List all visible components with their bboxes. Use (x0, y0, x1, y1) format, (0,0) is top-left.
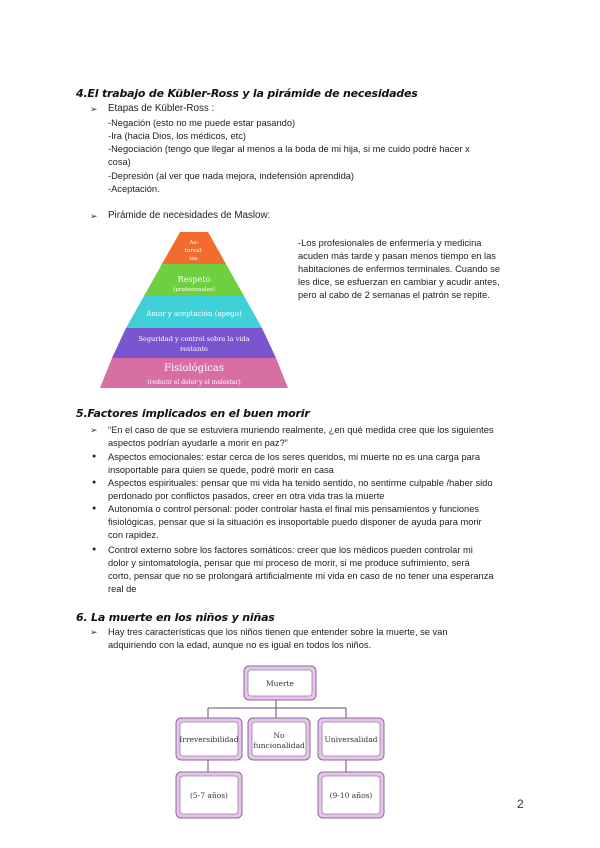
kubler-stage: -Ira (hacia Dios, los médicos, etc) (108, 131, 246, 141)
kubler-stage: -Negociación (tengo que llegar al menos a la boda de mi hija, si me cuido podré hacer x (108, 144, 470, 154)
bullet-dot-icon: ● (92, 453, 97, 460)
bullet-dot-icon: ● (92, 546, 97, 553)
kubler-stage: -Aceptación. (108, 184, 160, 194)
section-6-title: 6. La muerte en los niños y niñas (76, 611, 275, 624)
arrow-bullet-icon: ➢ (90, 211, 98, 221)
factor-item: Control externo sobre los factores somáticos: creer que los médicos pueden controlar mi (108, 545, 473, 555)
pyramid-level-seguridad (112, 328, 276, 358)
bullet-dot-icon: ● (92, 505, 97, 512)
section-5-intro: aspectos podrían ayudarle a morir en paz?” (108, 438, 288, 448)
pyramid-label-seguridad: Seguridad y control sobre la vida (138, 335, 250, 343)
arrow-bullet-icon: ➢ (90, 627, 98, 637)
factor-item: con rapidez. (108, 530, 159, 540)
pyramid-label-fisiologicas: Fisiológicas (164, 363, 224, 374)
diagram-label-muerte: Muerte (266, 679, 294, 688)
bullet-dot-icon: ● (92, 479, 97, 486)
factor-item: insoportable para quien se quede, podré morir en casa (108, 465, 334, 475)
diagram-label-no-funcionalidad: No (273, 731, 285, 740)
factor-item: perdonado por conflictos pasados, creer en otra vida tras la muerte (108, 491, 385, 501)
section-6-intro: Hay tres características que los niños tienen que entender sobre la muerte, se van (108, 627, 448, 637)
arrow-bullet-icon: ➢ (90, 104, 98, 114)
page-number: 2 (517, 797, 524, 811)
factor-item: Aspectos espirituales: pensar que mi vida ha tenido sentido, no sentirme culpable /haber sido (108, 478, 493, 488)
pyramid-label-top: iza- (189, 256, 199, 262)
section-6-intro: adquiriendo con la edad, aunque no es igual en todos los niños. (108, 640, 372, 650)
kubler-stage: -Negación (esto no me puede estar pasando) (108, 118, 296, 128)
section-5-title: 5.Factores implicados en el buen morir (76, 407, 310, 420)
diagram-label-age-2: (9-10 años) (329, 791, 373, 800)
factor-item: real de (108, 584, 137, 594)
pyramid-label-fisiologicas-sub: (reducir el dolor y el malestar) (147, 379, 241, 386)
death-concepts-diagram (170, 662, 400, 822)
factor-item: Aspectos emocionales: estar cerca de los seres queridos, mi muerte no es una carga para (108, 452, 481, 462)
side-note-line: habitaciones de enfermos terminales. Cuando se (298, 264, 501, 274)
pyramid-label-respeto: Respeto (177, 275, 211, 284)
side-note-line: pero al cabo de 2 semanas el patrón se repite. (298, 290, 490, 300)
pyramid-label-top: toreal- (184, 248, 204, 254)
arrow-bullet-icon: ➢ (90, 425, 98, 435)
maslow-pyramid (100, 230, 290, 390)
side-note-line: -Los profesionales de enfermería y medicina (298, 238, 482, 248)
pyramid-label-amor: Amor y aceptación (apego) (146, 310, 242, 318)
diagram-label-universalidad: Universalidad (324, 735, 378, 744)
factor-item: fisiológicas, pensar que si la situación es insoportable puedo disponer de ayuda para morir (108, 517, 482, 527)
factor-item: dolor y sintomatología, pensar que mi proceso de morir, si me produce sufrimiento, será (108, 558, 470, 568)
factor-item: Autonomía o control personal: poder controlar hasta el final mis pensamientos y funciones (108, 504, 480, 514)
diagram-label-irreversibilidad: Irreversibilidad (179, 735, 239, 744)
kubler-title: Etapas de Kübler-Ross : (108, 103, 215, 114)
section-4-title: 4.El trabajo de Kübler-Ross y la pirámide de necesidades (76, 87, 418, 100)
pyramid-label-top: Au- (189, 240, 199, 246)
factor-item: corto, pensar que no se prolongará artificialmente mi vida en caso de no tener una esperanza (108, 571, 494, 581)
kubler-stage: -Depresión (al ver que nada mejora, indefensión aprendida) (108, 171, 354, 181)
kubler-stage: cosa) (108, 157, 131, 167)
maslow-title: Pirámide de necesidades de Maslow: (108, 210, 271, 221)
diagram-label-age-1: (5-7 años) (190, 791, 228, 800)
pyramid-label-respeto-sub: (profesionales) (173, 287, 215, 293)
diagram-label-no-funcionalidad: funcionalidad (253, 741, 305, 750)
pyramid-label-seguridad: restante (180, 345, 208, 353)
side-note-line: les dice, se esfuerzan en cambiar y acudir antes, (298, 277, 500, 287)
section-5-intro: “En el caso de que se estuviera muriendo realmente, ¿en qué medida cree que los siguientes (108, 425, 494, 435)
side-note-line: acuden más tarde y pasan menos tiempo en las (298, 251, 496, 261)
